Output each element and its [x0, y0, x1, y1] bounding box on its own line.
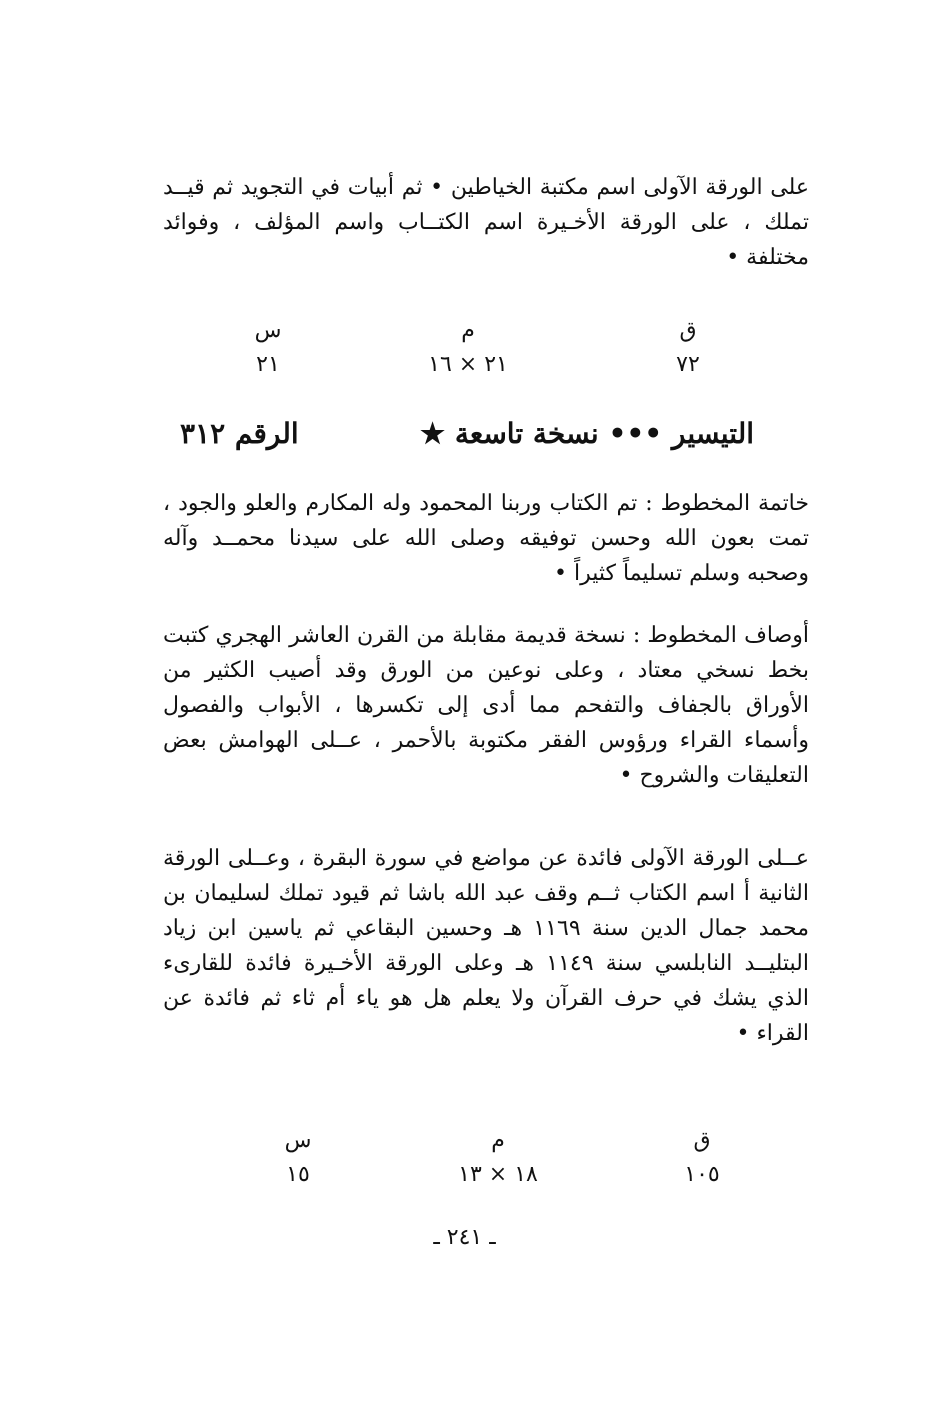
paragraph-leaf-notes: عــلى الورقة الآولى فائدة عن مواضع في سورة البقرة ، وعــلى الورقة الثانية أ اسم الكتاب ثــم وقف عبد الله باشا ثم قيود تملك لسليمان بن محمد جمال الدين سنة ١١٦٩ هـ وحسين البقاعي ثم ياسين ابن زياد البتليــد النابلسي سنة ١١٤٩ هـ وعلى الورقة الأخـيرة فائدة للقارىء الذي يشك في حرف القرآن ولا يعلم هل هو ياء أم ثاء ثم فائدة عن القراء •: [163, 846, 809, 1046]
stat-leaves-label: ق: [693, 1128, 711, 1153]
paragraph-description: أوصاف المخطوط : نسخة قديمة مقابلة من القرن العاشر الهجري كتبت بخط نسخي معتاد ، وعلى نوعين من الورق وقد أصيب الكثير من الأوراق بالجفاف والتفحم مما أدى إلى تكسرها ، الأبواب والفصول وأسماء القراء ورؤوس الفقر مكتوبة بالأحمر ، عــلى الهوامش بعض التعليقات والشروح •: [163, 623, 809, 788]
stat-dimensions-label: م: [491, 1128, 505, 1153]
stat-leaves: [632, 1124, 772, 1192]
stat-lines: [228, 1124, 368, 1192]
stat-leaves: [618, 314, 758, 382]
stat-lines-value: ١٥: [286, 1162, 310, 1187]
paragraph-first-leaves: على الورقة الآولى اسم مكتبة الخياطين • ثم أبيات في التجويد ثم قيــد تملك ، على الورقة الأخـيرة اسم الكتــاب واسم المؤلف ، وفوائد مختلفة •: [163, 175, 809, 270]
stat-leaves-value: ١٠٥: [684, 1162, 720, 1187]
section-heading-title: التيسير ••• نسخة تاسعة ★: [419, 417, 754, 450]
stat-lines-label: س: [284, 1128, 312, 1153]
stat-dimensions-value: ٢١ × ١٦: [428, 352, 508, 377]
stat-dimensions: [428, 1124, 568, 1192]
paragraph-colophon: خاتمة المخطوط : تم الكتاب وربنا المحمود وله المكارم والعلو والجود ، تمت بعون الله وحسن توفيقه وصلى الله على سيدنا محمــد وآله وصحبه وسلم تسليماً كثيراً •: [163, 491, 809, 586]
stat-lines-value: ٢١: [256, 352, 280, 377]
stat-dimensions: [398, 314, 538, 382]
stat-leaves-value: ٧٢: [676, 352, 700, 377]
stat-dimensions-label: م: [461, 318, 475, 343]
section-heading-number: الرقم ٣١٢: [180, 417, 299, 450]
page-number: ـ ٢٤١ ـ: [433, 1225, 496, 1250]
stat-lines: [198, 314, 338, 382]
stat-leaves-label: ق: [679, 318, 697, 343]
stat-lines-label: س: [254, 318, 282, 343]
stat-dimensions-value: ١٨ × ١٣: [458, 1162, 538, 1187]
